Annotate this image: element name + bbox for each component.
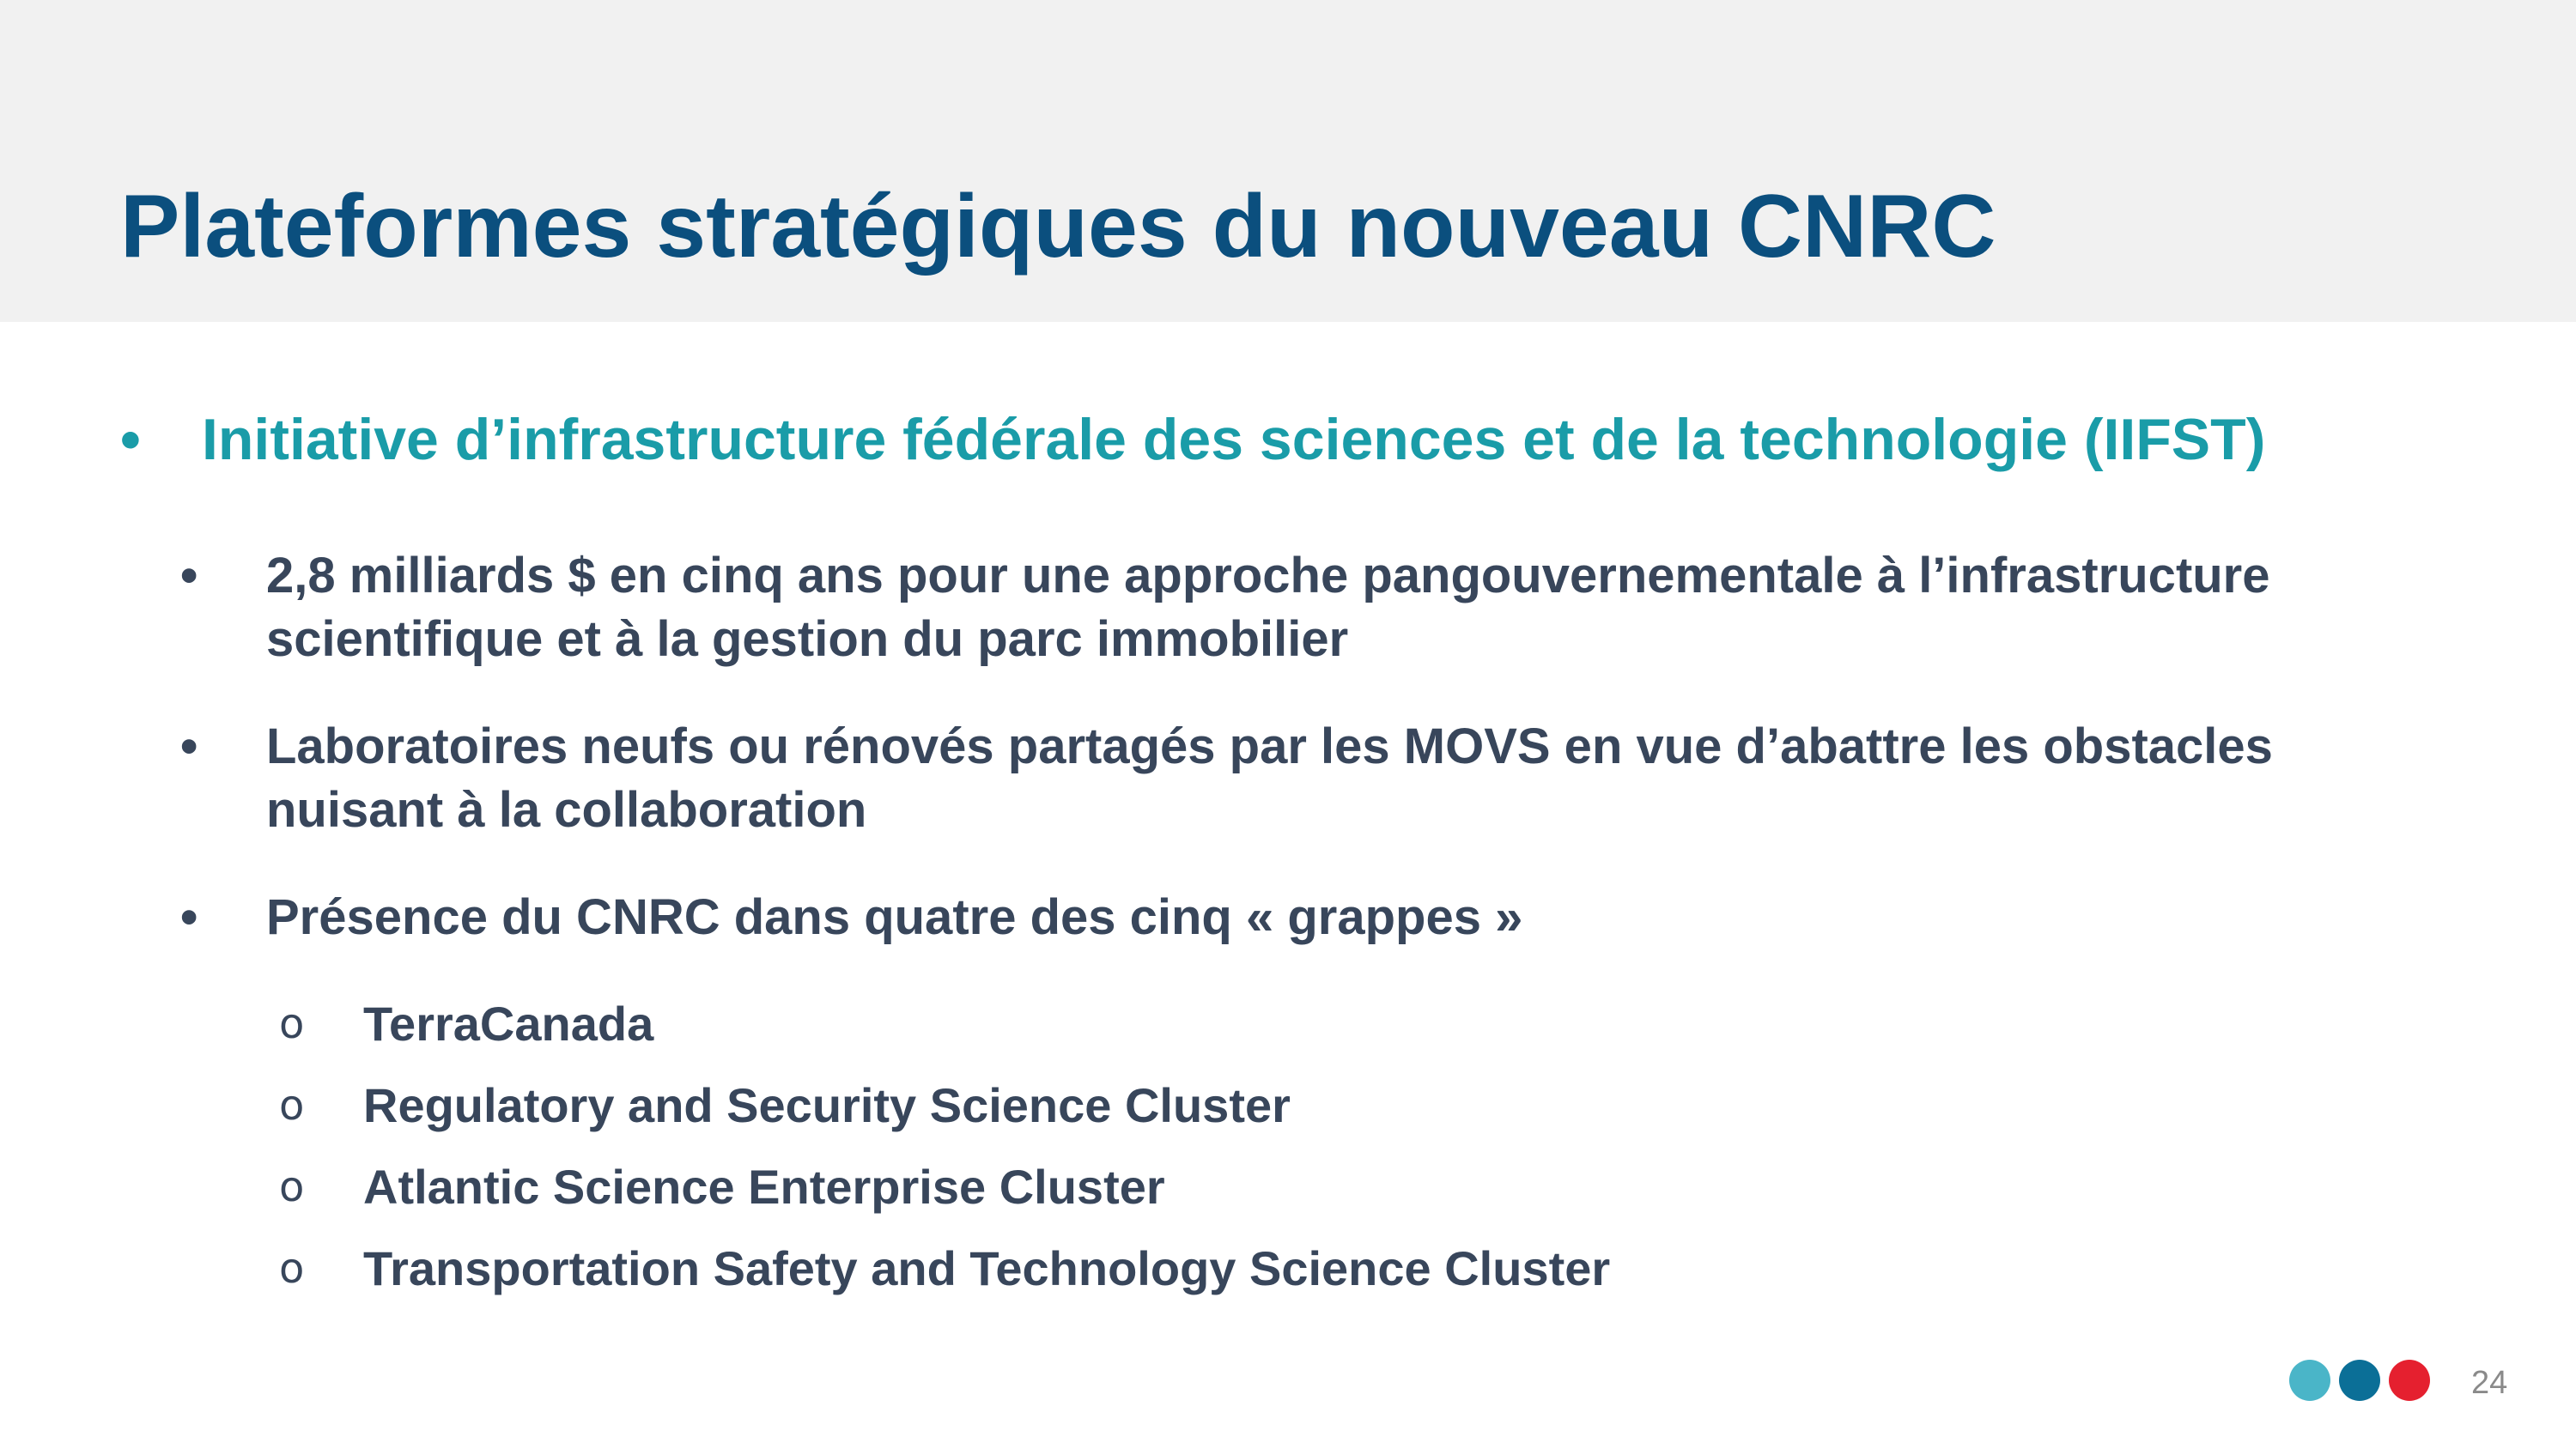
bullet-marker: • [180, 889, 198, 945]
sub-bullet-text [266, 544, 2499, 671]
sub-bullet-text [266, 886, 2499, 949]
sub-bullet-line: Présence du CNRC dans quatre des cinq « grappes » [266, 889, 1523, 945]
sub-bullet-line: nuisant à la collaboration [266, 782, 867, 838]
sub-bullet-line: 2,8 milliards $ en cinq ans pour une approche pangouvernementale à l’infrastructure [266, 548, 2270, 603]
page-number: 24 [2471, 1365, 2508, 1401]
bullet-marker: • [180, 548, 198, 603]
cluster-name: TerraCanada [363, 997, 654, 1051]
sub-bullet-text [266, 715, 2499, 842]
main-bullet-text: Initiative d’infrastructure fédérale des sciences et de la technologie (IIFST) [202, 407, 2266, 472]
hollow-bullet-icon: o [279, 1245, 305, 1293]
cluster-name: Atlantic Science Enterprise Cluster [363, 1160, 1165, 1214]
hollow-bullet-icon: o [279, 1163, 305, 1211]
bullet-marker: • [180, 718, 198, 774]
sub-bullet-line: scientifique et à la gestion du parc immobilier [266, 611, 1349, 667]
hollow-bullet-icon: o [279, 1082, 305, 1130]
dot-light-blue-icon [2289, 1360, 2330, 1401]
sub-bullet-line: Laboratoires neufs ou rénovés partagés par les MOVS en vue d’abattre les obstacles [266, 718, 2273, 774]
dot-red-icon [2389, 1360, 2430, 1401]
cluster-name: Regulatory and Security Science Cluster [363, 1078, 1291, 1132]
cluster-name: Transportation Safety and Technology Science Cluster [363, 1241, 1611, 1295]
hollow-bullet-icon: o [279, 1000, 305, 1048]
brand-dots [2289, 1360, 2430, 1403]
dot-dark-blue-icon [2339, 1360, 2380, 1401]
slide-title: Plateformes stratégiques du nouveau CNRC [120, 177, 1996, 276]
bullet-marker: • [120, 407, 141, 472]
